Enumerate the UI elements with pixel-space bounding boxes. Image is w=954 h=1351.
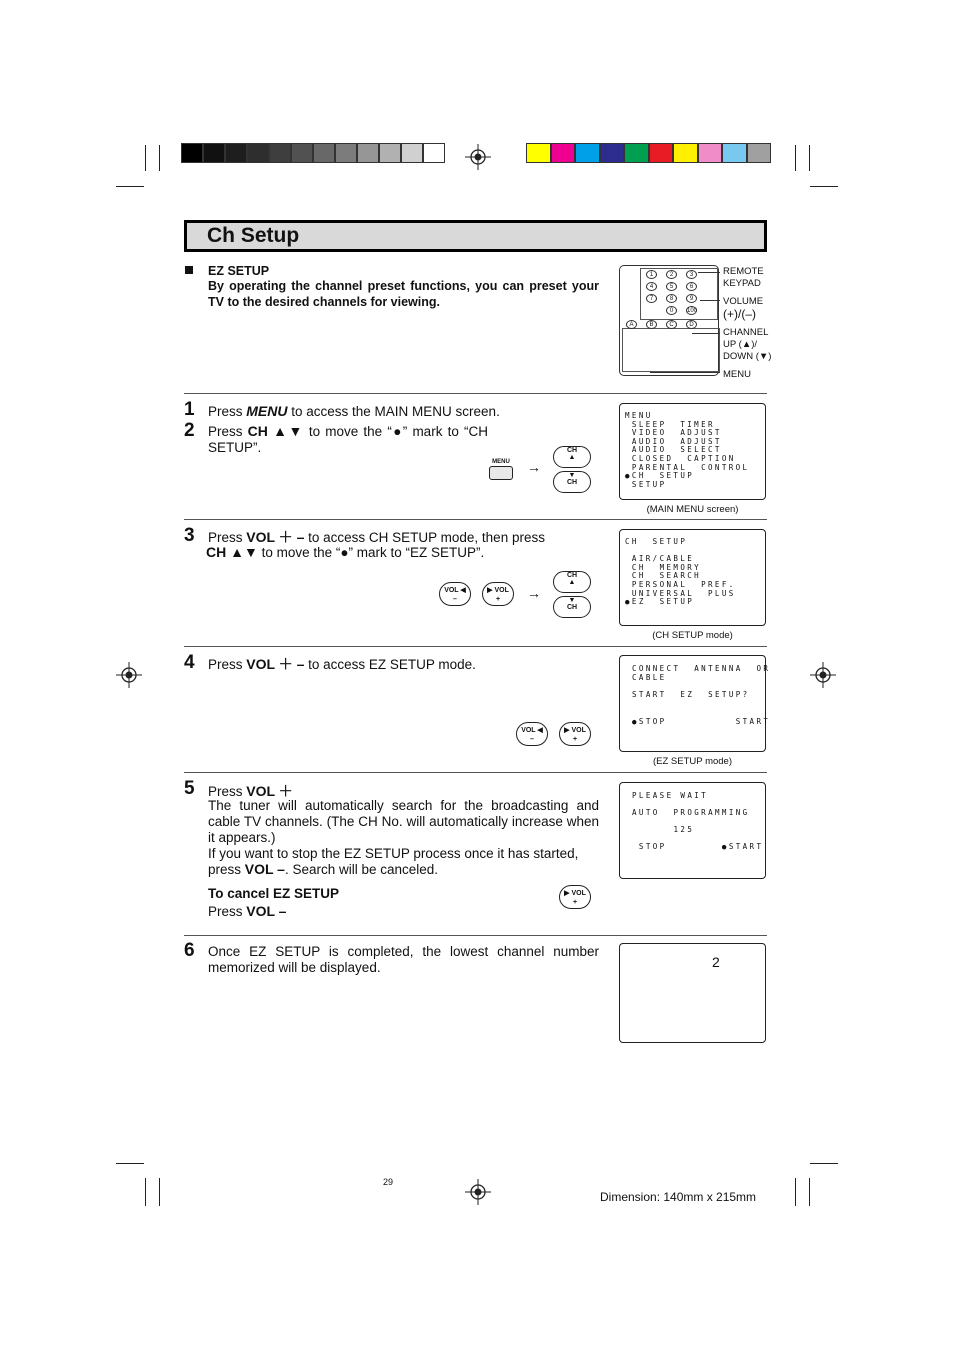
remote-key: 9 xyxy=(686,294,697,303)
crop-mark xyxy=(116,1163,144,1164)
color-swatch xyxy=(673,143,698,163)
ch-keyword: CH ▲▼ xyxy=(206,544,258,560)
screen-line: SLEEP TIMER xyxy=(625,419,715,429)
channel-number: 2 xyxy=(712,954,720,970)
screen-line: PLEASE WAIT xyxy=(632,791,709,800)
ez-setup-caption: (EZ SETUP mode) xyxy=(652,756,732,767)
page-number: 29 xyxy=(383,1177,394,1187)
step-4-text: Press VOL ＋ – to access EZ SETUP mode. xyxy=(208,656,476,672)
crop-mark xyxy=(809,145,810,171)
ch-down-button[interactable]: ▼ CH xyxy=(553,471,591,493)
color-swatch xyxy=(203,143,225,163)
step-6-text: Once EZ SETUP is completed, the lowest channel number memorized will be displayed. xyxy=(208,944,599,975)
registration-mark-icon xyxy=(465,144,491,170)
step-3-text: Press VOL ＋ – to access CH SETUP mode, then press xyxy=(208,529,545,545)
step-5-paragraph: The tuner will automatically search for the broadcasting and cable TV channels. (The CH No. will automatically increase when it appears.) xyxy=(208,798,599,845)
menu-button-label: MENU xyxy=(492,459,510,465)
screen-line: AUDIO SELECT xyxy=(625,445,722,455)
cancel-ez-setup-text: Press VOL – xyxy=(208,903,287,919)
screen-line: ●CH SETUP xyxy=(625,471,695,481)
color-swatch xyxy=(423,143,445,163)
remote-key: 0 xyxy=(666,306,677,315)
step-5-text: Press VOL ＋ xyxy=(208,783,293,799)
channel-result-screen xyxy=(619,943,766,1043)
ez-setup-screen xyxy=(619,655,771,752)
step-1-text: Press MENU to access the MAIN MENU screen. xyxy=(208,403,500,419)
registration-mark-icon xyxy=(465,1179,491,1205)
cancel-ez-setup-heading: To cancel EZ SETUP xyxy=(208,886,340,901)
leader-line xyxy=(650,372,720,373)
color-swatch xyxy=(624,143,649,163)
section-divider xyxy=(184,772,767,773)
remote-key: 5 xyxy=(666,282,677,291)
left-triangle-icon: ◀ xyxy=(460,587,466,594)
remote-key: A xyxy=(626,320,637,329)
vol-keyword: VOL ＋ – xyxy=(246,529,305,545)
color-swatch xyxy=(291,143,313,163)
step-number: 5 xyxy=(184,778,195,799)
color-swatch xyxy=(269,143,291,163)
section-divider xyxy=(184,935,767,936)
screen-line: CH SETUP xyxy=(625,537,688,546)
dimension-note: Dimension: 140mm x 215mm xyxy=(600,1190,757,1204)
menu-label: MENU xyxy=(723,369,751,380)
screen-line: VIDEO ADJUST xyxy=(625,428,722,438)
crop-mark xyxy=(116,186,144,187)
crop-mark xyxy=(145,145,146,171)
color-swatch xyxy=(526,143,551,163)
step-3-text-line2: CH ▲▼ to move the “●” mark to “EZ SETUP”. xyxy=(206,544,485,560)
screen-line: AIR/CABLE xyxy=(625,554,695,564)
vol-plus-button[interactable]: ▶ VOL + xyxy=(482,582,514,606)
color-swatch xyxy=(575,143,600,163)
color-swatch xyxy=(551,143,576,163)
crop-mark xyxy=(795,145,796,171)
vol-minus-button[interactable]: VOL ◀ – xyxy=(439,582,471,606)
section-divider xyxy=(184,646,767,647)
step-number: 6 xyxy=(184,940,195,961)
screen-line: MENU xyxy=(625,411,653,420)
section-divider xyxy=(184,393,767,394)
arrow-right-icon: → xyxy=(527,585,541,601)
up-triangle-icon: ▲ xyxy=(568,454,576,461)
remote-key: C xyxy=(666,320,677,329)
channel-label: CHANNEL UP (▲)/ DOWN (▼) xyxy=(723,327,772,362)
screen-line: CABLE xyxy=(632,672,667,682)
color-swatch xyxy=(722,143,747,163)
down-triangle-icon: ▼ xyxy=(568,472,576,479)
registration-mark-icon xyxy=(116,662,142,688)
step-5-stop-note-line2: press VOL –. Search will be canceled. xyxy=(208,861,439,877)
leader-line xyxy=(700,300,720,301)
leader-line xyxy=(698,272,720,273)
remote-key: 3 xyxy=(686,270,697,279)
remote-key: 6 xyxy=(686,282,697,291)
color-swatch xyxy=(401,143,423,163)
arrow-right-icon: → xyxy=(527,459,541,475)
color-swatch xyxy=(225,143,247,163)
up-triangle-icon: ▲ xyxy=(568,579,576,586)
step-number: 4 xyxy=(184,652,195,673)
intro-heading: EZ SETUP xyxy=(208,264,270,278)
remote-nav-panel xyxy=(622,328,720,372)
screen-line: PERSONAL PREF. xyxy=(625,580,736,589)
ch-down-button[interactable]: ▼ CH xyxy=(553,596,591,618)
main-menu-caption: (MAIN MENU screen) xyxy=(646,504,739,515)
page-title: Ch Setup xyxy=(207,224,300,247)
leader-line xyxy=(692,333,720,334)
vol-keyword: VOL – xyxy=(246,903,287,919)
screen-line: ●EZ SETUP xyxy=(625,597,695,607)
crop-mark xyxy=(810,1163,838,1164)
vol-plus-button[interactable]: ▶ VOL + xyxy=(559,885,591,909)
remote-key: 1 xyxy=(646,270,657,279)
crop-mark xyxy=(809,1178,810,1206)
color-swatch xyxy=(247,143,269,163)
screen-line: AUTO PROGRAMMING xyxy=(632,808,750,817)
crop-mark xyxy=(159,145,160,171)
section-divider xyxy=(184,519,767,520)
color-swatch xyxy=(357,143,379,163)
vol-plus-button[interactable]: ▶ VOL + xyxy=(559,722,591,746)
screen-line: CONNECT ANTENNA OR xyxy=(632,664,771,673)
right-triangle-icon: ▶ xyxy=(564,727,570,734)
remote-key: 2 xyxy=(666,270,677,279)
ch-setup-caption: (CH SETUP mode) xyxy=(652,630,733,641)
crop-mark xyxy=(159,1178,160,1206)
remote-key: 4 xyxy=(646,282,657,291)
remote-control-illustration xyxy=(619,265,719,376)
color-swatch xyxy=(379,143,401,163)
screen-line: CH SEARCH xyxy=(625,571,702,581)
intro-text: By operating the channel preset functions, you can preset your TV to the desired channels for viewing. xyxy=(208,279,599,309)
auto-programming-screen xyxy=(619,782,766,879)
color-swatch xyxy=(698,143,723,163)
remote-key: 100 xyxy=(687,308,698,314)
bullet-square-icon xyxy=(185,266,193,274)
color-swatch xyxy=(313,143,335,163)
step-number: 3 xyxy=(184,525,195,546)
screen-line: UNIVERSAL PLUS xyxy=(625,588,736,598)
main-menu-screen xyxy=(619,403,766,500)
screen-line: AUDIO ADJUST xyxy=(625,436,722,446)
right-triangle-icon: ▶ xyxy=(564,890,570,897)
ch-keyword: CH ▲▼ xyxy=(247,423,304,439)
down-triangle-icon: ▼ xyxy=(568,597,576,604)
screen-line: ●STOP START xyxy=(632,716,771,726)
vol-keyword: VOL ＋ – xyxy=(246,656,305,672)
page-title-bar xyxy=(184,220,767,252)
vol-keyword: VOL ＋ xyxy=(246,783,293,799)
remote-key: 8 xyxy=(666,294,677,303)
remote-key: D xyxy=(686,320,697,329)
right-triangle-icon: ▶ xyxy=(487,587,493,594)
crop-mark xyxy=(795,1178,796,1206)
color-swatch xyxy=(649,143,674,163)
ch-up-button[interactable]: CH ▲ xyxy=(553,446,591,468)
screen-line: CH MEMORY xyxy=(625,562,702,572)
remote-keypad-label: REMOTE KEYPAD xyxy=(723,266,764,289)
color-swatch xyxy=(181,143,203,163)
registration-mark-icon xyxy=(810,662,836,688)
color-swatch xyxy=(335,143,357,163)
vol-keyword: VOL – xyxy=(244,861,285,877)
menu-button[interactable] xyxy=(489,466,513,480)
screen-line: START EZ SETUP? xyxy=(632,690,750,700)
color-swatch xyxy=(747,143,772,163)
remote-key: 7 xyxy=(646,294,657,303)
screen-line: SETUP xyxy=(625,479,667,489)
volume-label: VOLUME (+)/(–) xyxy=(723,296,764,321)
screen-line: 125 xyxy=(632,825,695,834)
menu-keyword: MENU xyxy=(246,403,288,419)
ch-up-button[interactable]: CH ▲ xyxy=(553,571,591,593)
screen-line: STOP ●START xyxy=(632,842,764,851)
crop-mark xyxy=(145,1178,146,1206)
screen-line: PARENTAL CONTROL xyxy=(625,462,750,472)
step-number: 2 xyxy=(184,420,195,441)
ch-setup-screen xyxy=(619,529,766,626)
color-swatch xyxy=(600,143,625,163)
crop-mark xyxy=(810,186,838,187)
screen-line: CLOSED CAPTION xyxy=(625,454,736,463)
vol-minus-button[interactable]: VOL ◀ – xyxy=(516,722,548,746)
step-2-text: Press CH ▲▼ to move the “●” mark to “CH SETUP”. xyxy=(208,423,488,455)
remote-key: B xyxy=(646,320,657,329)
left-triangle-icon: ◀ xyxy=(537,727,543,734)
step-number: 1 xyxy=(184,399,195,420)
step-5-stop-note: If you want to stop the EZ SETUP process once it has started, xyxy=(208,846,579,861)
